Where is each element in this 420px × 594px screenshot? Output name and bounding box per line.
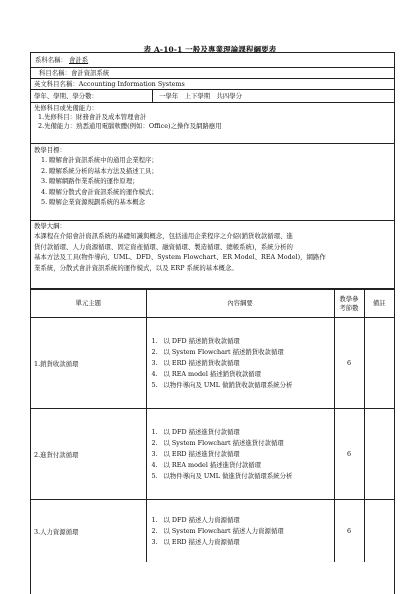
year-credit-row (31, 90, 394, 103)
table-header-row (31, 290, 394, 318)
english-name-label: 英文科目名稱： (34, 80, 79, 88)
content-item-number: 2. (151, 438, 158, 447)
unit-note (364, 500, 394, 563)
units-table (31, 289, 394, 562)
content-item-number: 4. (151, 460, 158, 469)
content-item-number: 2. (151, 347, 158, 356)
content-item-number: 3. (151, 358, 158, 367)
content-item-text: 以 ERD 描述銷貨收款循環 (163, 358, 240, 367)
content-item (152, 537, 334, 548)
unit-name: 3.人力資源循環 (31, 500, 146, 563)
content-item (152, 336, 334, 347)
content-item-number: 3. (151, 449, 158, 458)
content-item-text: 以 DFD 描述銷貨收款循環 (163, 336, 240, 345)
goal-item: 2. 瞭解系統分析的基本方法及描述工具； (41, 166, 158, 175)
document-title: 表 A-10-1 一般及專業理論課程綱要表 (143, 45, 277, 54)
content-item-text: 以 REA model 描述進貨付款循環 (163, 460, 262, 469)
content-item-text: 以 ERD 描述人力資源循環 (163, 537, 240, 546)
content-item-number: 2. (151, 526, 158, 535)
table-row (31, 409, 394, 500)
prerequisite-heading: 先修科目或先備能力： (34, 104, 98, 112)
unit-weeks: 6 (334, 318, 364, 409)
prerequisite-item: 2.先備能力：熟悉通用電腦軟體(例如：Office)之操作及網路應用 (38, 122, 222, 130)
outline-line: 基本方法及工具(物件導向、UML、DFD、System Flowchart、ER Model、REA Model)，網路作 (34, 253, 326, 261)
content-item (152, 347, 334, 358)
course-name-value: 會計資訊系統 (70, 69, 110, 77)
dept-label: 系科名稱： (35, 56, 67, 64)
header-weeks-line1: 教學參 (339, 294, 359, 303)
unit-name: 1.銷貨收款循環 (31, 318, 146, 409)
unit-note (364, 409, 394, 500)
header-content: 內容綱要 (146, 290, 334, 318)
content-item-number: 1. (151, 336, 158, 345)
content-item-text: 以物件導向及 UML 做進貨付款循環系統分析 (163, 471, 293, 480)
goals-heading: 教學目標： (34, 146, 66, 154)
content-item-number: 1. (151, 515, 158, 524)
content-item-text: 以 DFD 描述人力資源循環 (163, 515, 240, 524)
outline-heading: 教學大綱： (34, 222, 66, 230)
unit-content (146, 409, 334, 500)
english-name-row (31, 79, 394, 90)
outline-line: 業系統，分散式會計資訊系統的運作模式，以及 ERP 系統的基本概念。 (34, 263, 238, 272)
goal-item: 3. 瞭解網路作業系統的運作原理； (41, 177, 139, 186)
header-weeks-line2: 考節數 (339, 303, 359, 312)
content-item-number: 4. (151, 369, 158, 378)
content-item (152, 471, 334, 482)
header-unit: 單元主題 (31, 290, 146, 318)
content-item-number: 1. (151, 427, 158, 436)
content-item (152, 449, 334, 460)
content-item (152, 369, 334, 380)
unit-content (146, 500, 334, 563)
header-note: 備註 (364, 290, 394, 318)
year-credit-label: 學年、學期、學分數： (31, 90, 153, 102)
goal-item: 4. 瞭解分散式會計資訊系統的運作模式； (41, 187, 158, 196)
content-item (152, 460, 334, 471)
content-item (152, 438, 334, 449)
unit-name: 2.進貨付款循環 (31, 409, 146, 500)
year-credit-value: 一學年 上下學期 共四學分 (159, 92, 243, 100)
unit-weeks: 6 (334, 500, 364, 563)
unit-note (364, 318, 394, 409)
content-item-text: 以 DFD 描述進貨付款循環 (163, 427, 240, 436)
unit-weeks: 6 (334, 409, 364, 500)
content-item-text: 以物件導向及 UML 做銷貨收款循環系統分析 (163, 380, 293, 389)
content-item-text: 以 System Flowchart 描述銷貨收款循環 (163, 347, 284, 356)
outline-line: 貨付款循環、人力資源循環、固定資產循環、融資循環、製造循環、總帳系統)，系統分析的 (34, 242, 293, 251)
content-item (152, 358, 334, 369)
prerequisite-item: 1.先修科目：財務會計及成本管理會計 (38, 113, 147, 121)
goal-item: 1. 瞭解會計資訊系統中的通用企業程序； (41, 156, 158, 164)
english-name-value: Accounting Information Systems (78, 80, 185, 88)
unit-content (146, 318, 334, 409)
content-item-text: 以 System Flowchart 描述進貨付款循環 (163, 438, 284, 447)
content-item-text: 以 ERD 描述進貨付款循環 (163, 449, 240, 458)
table-row (31, 318, 394, 409)
content-item-text: 以 System Flowchart 描述人力資源循環 (163, 526, 284, 535)
course-name-row (31, 68, 394, 79)
header-weeks (334, 290, 364, 318)
dept-value: 會計系 (68, 56, 89, 64)
content-item-number: 3. (151, 537, 158, 546)
content-item (152, 515, 334, 526)
content-item (152, 380, 334, 391)
content-item-number: 5. (151, 471, 158, 480)
course-name-label: 科目名稱： (39, 69, 71, 77)
prerequisite-section (31, 103, 394, 144)
syllabus-form (30, 52, 395, 594)
content-item (152, 526, 334, 537)
goals-section (31, 144, 394, 221)
dept-row (31, 53, 394, 68)
outline-section (31, 221, 394, 289)
content-item (152, 427, 334, 438)
content-item-number: 5. (151, 380, 158, 389)
table-row (31, 500, 394, 563)
outline-line: 本課程在介紹會計資訊系統的基礎知識與概念，包括通用企業程序之介紹(銷貨收款循環、進 (34, 232, 293, 240)
goal-item: 5. 瞭解企業資源規劃系統的基本概念 (41, 198, 145, 207)
content-item-text: 以 REA model 描述銷貨收款循環 (163, 369, 262, 378)
